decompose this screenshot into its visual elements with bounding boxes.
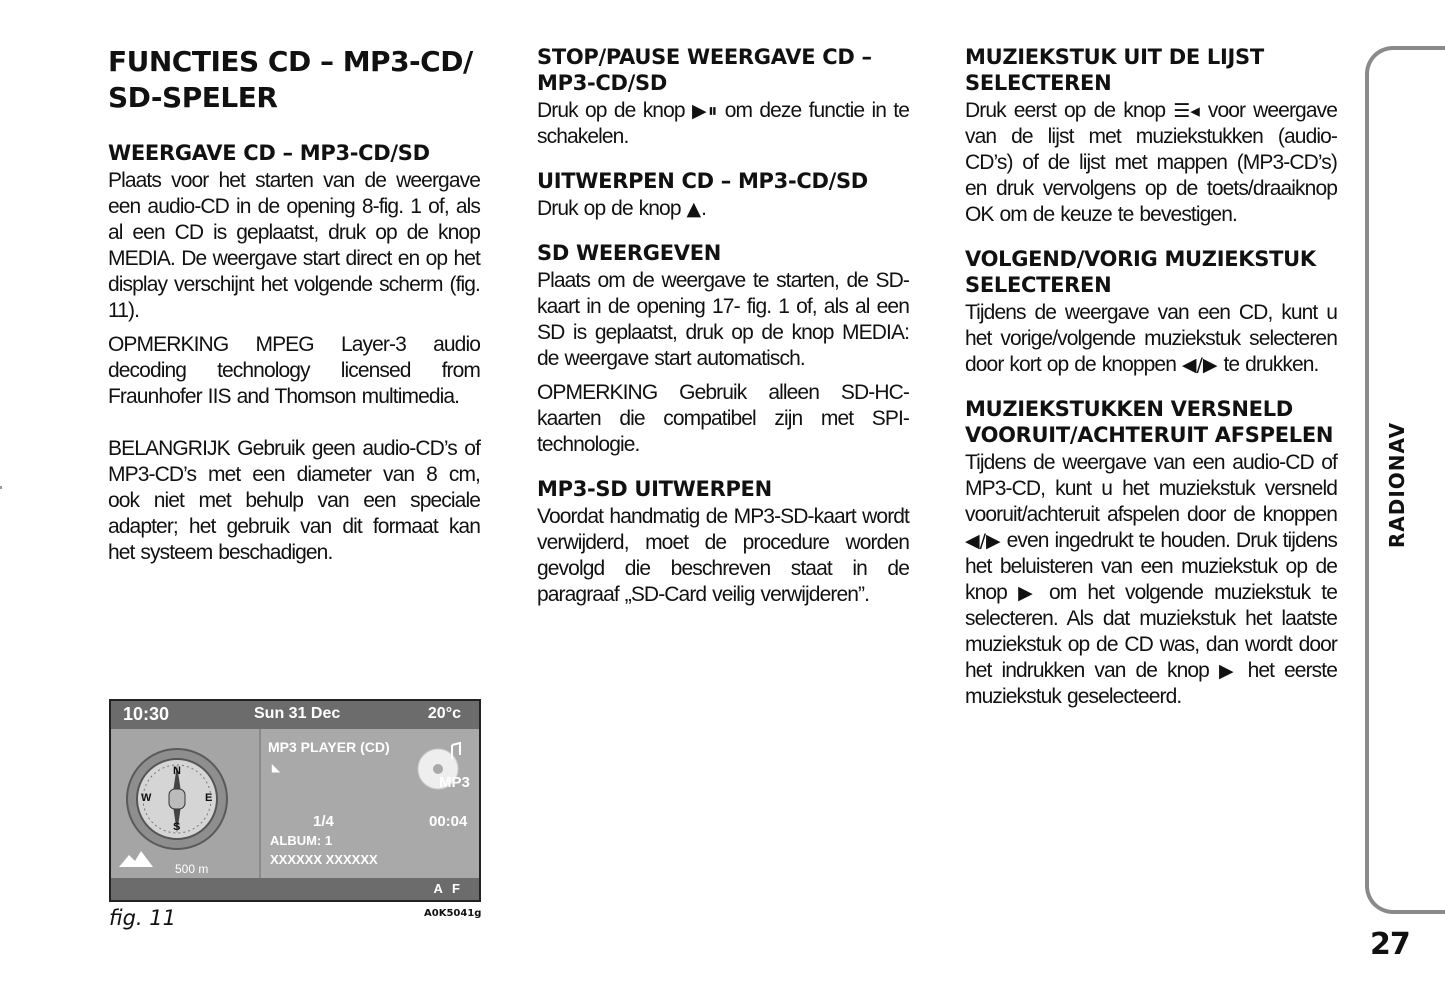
display-screen-figure [109,699,481,902]
temperature: 20°c [427,705,461,722]
text-fragment: even ingedrukt te houden. Druk tijdens het beluisteren van een muziekstuk op de knop [965,529,1338,604]
text-fragment: Tijdens de weergave van een CD, kunt u het vorige/volgende muziekstuk selecteren door kort op de knoppen [965,301,1337,376]
heading-lijst: MUZIEKSTUK UIT DE LIJST SELECTEREN [965,45,1264,95]
paragraph-sd: Plaats om de weergave te starten, de SD-kaart in de opening 17- fig. 1 of, als al een SD is geplaatst, druk op de knop MEDIA: de weergave start automatisch. [537,269,909,370]
compass-north-label: N [173,765,181,777]
compass-west-label: W [141,792,152,804]
paragraph-volgend [965,300,1337,378]
heading-mp3-uitwerpen: MP3-SD UITWERPEN [537,477,772,501]
player-title: MP3 PLAYER (CD) [268,739,390,755]
list-icon: ☰◂ [1173,100,1200,122]
side-label [1367,405,1427,565]
play-indicator-icon: ◣ [272,763,280,774]
heading-stop: STOP/PAUSE WEERGAVE CD – MP3-CD/SD [537,45,872,95]
text-fragment: Druk op de knop [537,99,685,122]
heading-uitwerpen: UITWERPEN CD – MP3-CD/SD [537,169,868,193]
navigation-panel [111,729,261,879]
next-icon: ▶ [1018,582,1038,604]
altitude: 500 m [175,862,209,876]
next-icon: ▶ [1218,660,1238,682]
compass-icon [111,729,259,879]
compass-east-label: E [205,792,213,804]
text-fragment: om deze functie in te schakelen. [537,99,909,148]
text-fragment: Druk eerst op de knop [965,99,1166,122]
elapsed-time: 00:04 [429,813,468,830]
eject-icon: ▲ [686,198,702,220]
track-counter: 1/4 [313,813,334,830]
heading-versneld: MUZIEKSTUKKEN VERSNELD VOORUIT/ACHTERUIT AFSPELEN [965,397,1334,447]
paragraph-mp3-uitwerpen: Voordat handmatig de MP3-SD-kaart wordt verwijderd, moet de procedure worden gevolgd die beschreven staat in de paragraaf „SD-Card veilig verwijderen”. [537,505,909,606]
paragraph-versneld [965,450,1337,710]
text-fragment: Druk op de knop [537,197,681,220]
artist-label: XXXXXX XXXXXX [270,852,378,867]
text-fragment: het eerste muziekstuk geselecteerd. [965,659,1337,708]
page-number: 27 [1370,927,1410,962]
paragraph-weergave: Plaats voor het starten van de weergave een audio-CD in de opening 8-fig. 1 of, als al een CD is geplaatst, druk op de knop MEDIA. De weergave start direct en op het display verschijnt het volgende scherm (fig. 11). [108,169,480,322]
text-fragment: Tijdens de weergave van een audio-CD of MP3-CD, kunt u het muziekstuk versneld vooruit/achteruit afspelen door de knoppen [965,451,1337,526]
compass-south-label: S [173,821,181,833]
column-1 [108,44,480,574]
section-title: FUNCTIES CD – MP3-CD/ SD-SPELER [108,45,473,114]
text-fragment: om het volgende muziekstuk te selecteren. Als dat muziekstuk het laatste muziekstuk op de CD was, dan wordt door het indrukken van de knop [965,581,1338,682]
figure-caption: fig. 11 [109,906,176,930]
prev-next-icon: ◀/▶ [1181,354,1218,376]
paragraph-stop [537,98,909,150]
play-pause-icon: ▶⏸ [691,100,718,122]
heading-weergave: WEERGAVE CD – MP3-CD/SD [108,141,430,165]
figure-code: A0K5041g [424,908,482,919]
text-fragment: . [701,197,707,220]
date: Sun 31 Dec [254,705,341,722]
margin-mark [0,486,2,489]
text-fragment: voor weergave van de lijst met muziekstukken (audio-CD’s) of de lijst met mappen (MP3-CD’s) en druk vervolgens op de toets/draaiknop OK om de keuze te bevestigen. [965,99,1337,226]
status-bar [111,701,479,729]
mp3-badge: MP3 [439,774,470,791]
af-indicator: A F [433,881,463,896]
column-3 [965,44,1337,718]
album-label: ALBUM: 1 [270,833,333,848]
text-fragment: te drukken. [1223,353,1319,376]
paragraph-opmerking: OPMERKING MPEG Layer-3 audio decoding technology licensed from Fraunhofer IIS and Thomson multimedia. [108,333,480,408]
paragraph-lijst [965,98,1337,228]
heading-volgend: VOLGEND/VORIG MUZIEKSTUK SELECTEREN [965,247,1316,297]
paragraph-belangrijk: BELANGRIJK Gebruik geen audio-CD’s of MP3-CD’s met een diameter van 8 cm, ook niet met behulp van een speciale adapter; het gebruik van dit formaat kan het systeem beschadigen. [108,437,480,564]
bottom-bar [111,878,479,900]
paragraph-sd-note: OPMERKING Gebruik alleen SD-HC-kaarten die compatibel zijn met SPI-technologie. [537,381,909,456]
column-2 [537,44,909,616]
heading-sd: SD WEERGEVEN [537,241,722,265]
paragraph-uitwerpen [537,196,909,222]
section-label: RADIONAV [1385,421,1409,549]
clock: 10:30 [123,704,170,724]
prev-next-icon: ◀/▶ [965,530,1001,552]
